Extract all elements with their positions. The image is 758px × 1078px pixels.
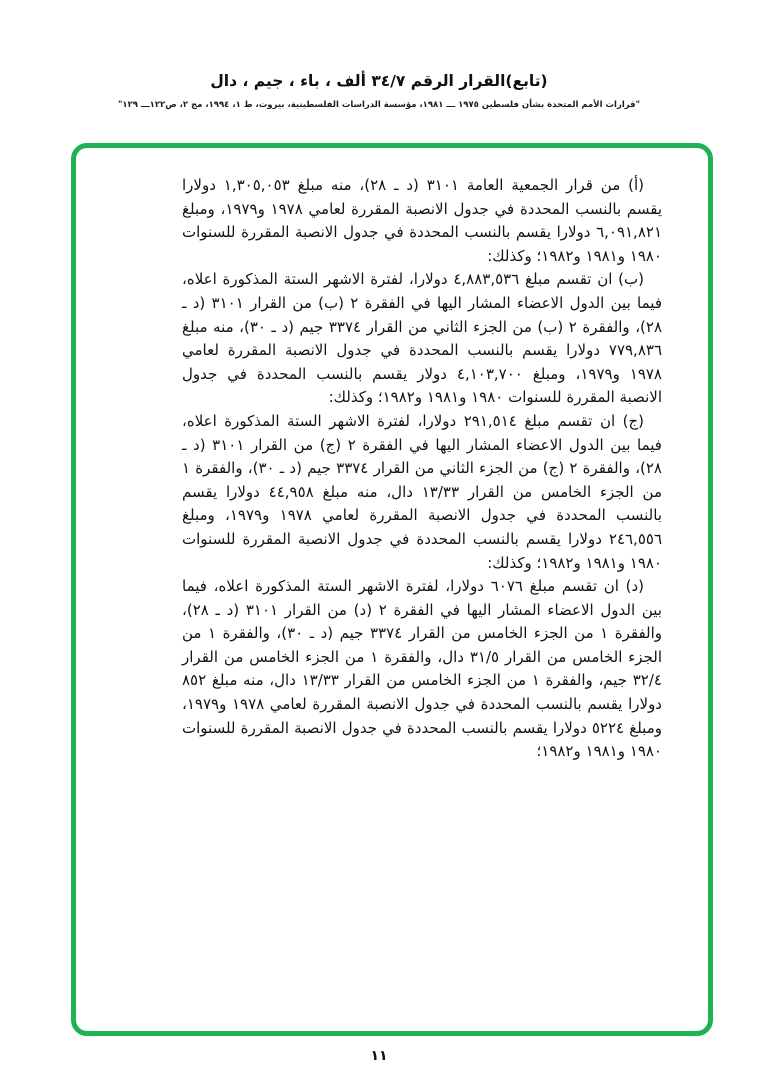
document-header: [0, 72, 758, 110]
page-number: ١١: [370, 1048, 388, 1064]
resolution-body-text: [182, 174, 662, 764]
source-citation: "قرارات الأمم المتحدة بشأن فلسطين ١٩٧٥ ـــ ١٩٨١، مؤسسة الدراسات الفلسطينية، بيروت، ط ١، ١٩٩٤، مج ٢، ص١٢٢ـــ ١٢٩": [117, 100, 641, 110]
paragraph-alif: (أ) من قرار الجمعية العامة ٣١٠١ (د ـ ٢٨)، منه مبلغ ١,٣٠٥,٠٥٣ دولارا يقسم بالنسب المحددة في جدول الانصبة المقررة لعامي ١٩٧٨ و١٩٧٩، ومبلغ ٦,٠٩١,٨٢١ دولارا يقسم بالنسب المحددة في جدول الانصبة المقررة للسنوات ١٩٨٠ و١٩٨١ و١٩٨٢؛ وكذلك:: [182, 176, 662, 265]
green-border-frame: [71, 143, 713, 1036]
paragraph-ba: (ب) ان تقسم مبلغ ٤,٨٨٣,٥٣٦ دولارا، لفترة الاشهر الستة المذكورة اعلاه، فيما بين الدول الاعضاء المشار اليها في الفقرة ٢ (ب) من القرار ٣١٠١ (د ـ ٢٨)، والفقرة ٢ (ب) من الجزء الثاني من القرار ٣٣٧٤ جيم (د ـ ٣٠)، منه مبلغ ٧٧٩,٨٣٦ دولارا يقسم بالنسب المحددة في جدول الانصبة المقررة لعامي ١٩٧٨ و١٩٧٩، ومبلغ ٤,١٠٣,٧٠٠ دولار يقسم بالنسب المحددة في جدول الانصبة المقررة للسنوات ١٩٨٠ و١٩٨١ و١٩٨٢؛ وكذلك:: [182, 270, 663, 407]
resolution-title: (تابع)القرار الرقم ٣٤/٧ ألف ، باء ، جيم ، دال: [210, 72, 548, 90]
paragraph-jim: (ج) ان تقسم مبلغ ٢٩١,٥١٤ دولارا، لفترة الاشهر الستة المذكورة اعلاه، فيما بين الدول الاعضاء المشار اليها في الفقرة ٢ (ج) من القرار ٣١٠١ (د ـ ٢٨)، والفقرة ٢ (ج) من الجزء الثاني من القرار ٣٣٧٤ جيم (د ـ ٣٠)، والفقرة ١ من الجزء الخامس من القرار ١٣/٣٣ دال، منه مبلغ ٤٤,٩٥٨ دولارا يقسم بالنسب المحددة في جدول الانصبة المقررة لعامي ١٩٧٨ و١٩٧٩، ومبلغ ٢٤٦,٥٥٦ دولارا يقسم بالنسب المحددة في جدول الانصبة المقررة للسنوات ١٩٨٠ و١٩٨١ و١٩٨٢؛ وكذلك:: [182, 411, 662, 572]
paragraph-dal: (د) ان تقسم مبلغ ٦٠٧٦ دولارا، لفترة الاشهر الستة المذكورة اعلاه، فيما بين الدول الاعضاء المشار اليها في الفقرة ٢ (د) من القرار ٣١٠١ (د ـ ٢٨)، والفقرة ١ من الجزء الخامس من القرار ٣٣٧٤ جيم (د ـ ٣٠)، والفقرة ١ من الجزء الخامس من القرار ٣١/٥ دال، والفقرة ١ من الجزء الخامس من القرار ٣٢/٤ جيم، والفقرة ١ من الجزء الخامس من القرار ١٣/٣٣ دال، منه مبلغ ٨٥٢ دولارا يقسم بالنسب المحددة في جدول الانصبة المقررة لعامي ١٩٧٨ و١٩٧٩، ومبلغ ٥٢٢٤ دولارا يقسم بالنسب المحددة في جدول الانصبة المقررة للسنوات ١٩٨٠ و١٩٨١ و١٩٨٢؛: [182, 577, 663, 761]
